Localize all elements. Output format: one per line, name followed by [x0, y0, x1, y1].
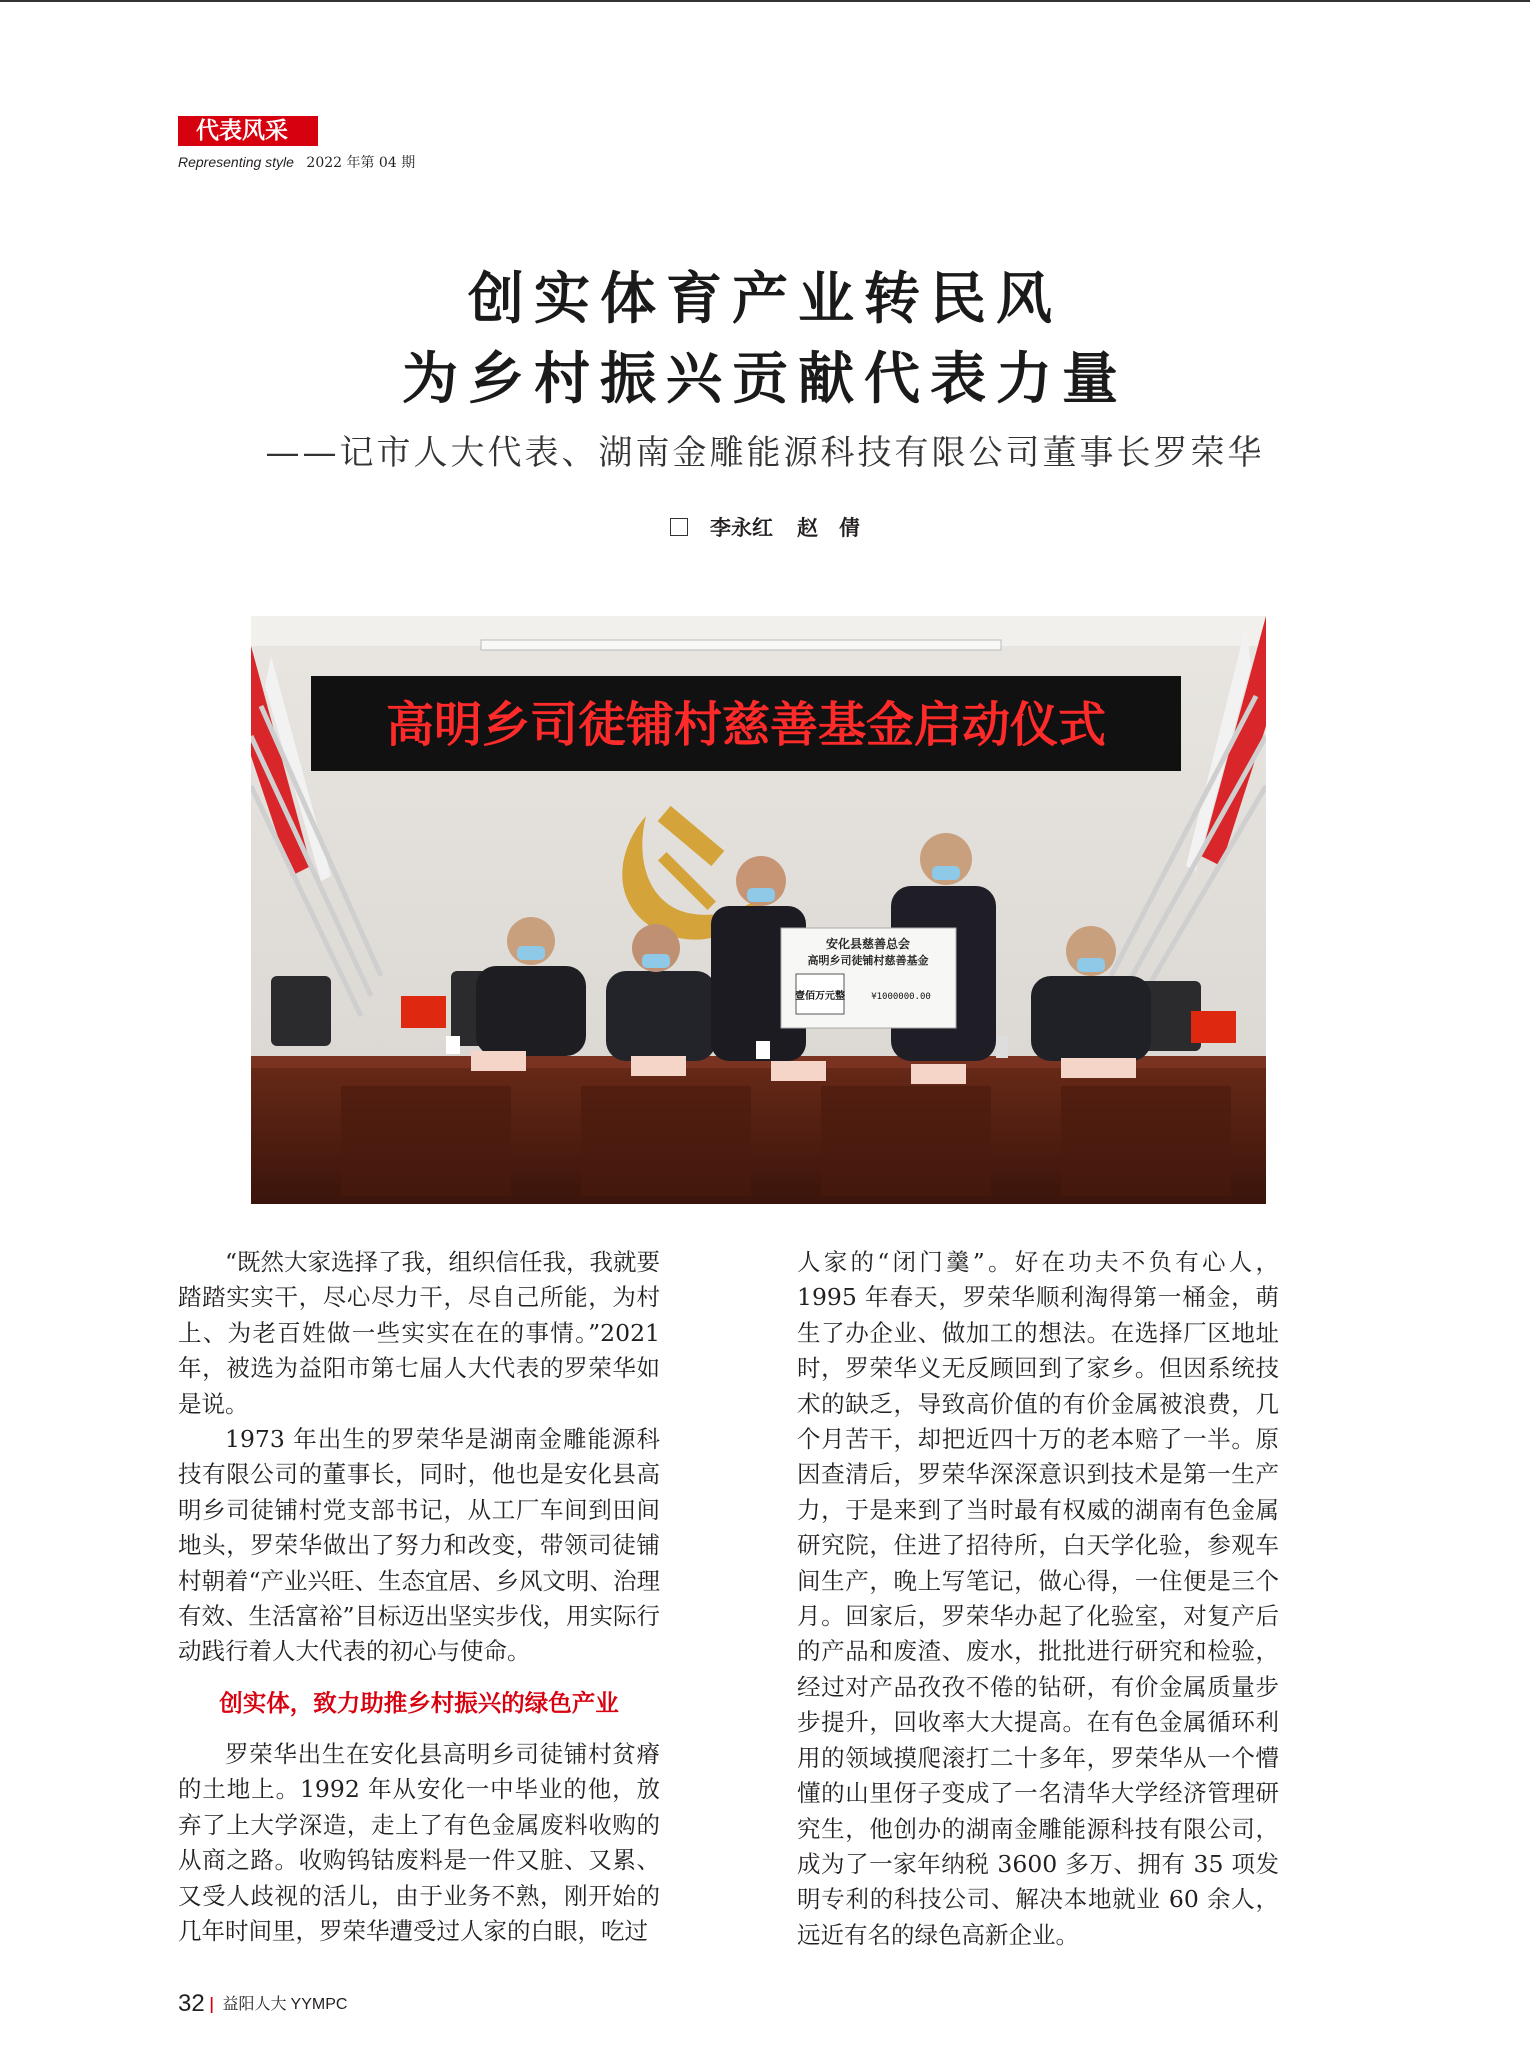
desk-flag-right: [1191, 1011, 1236, 1043]
issue-line: [178, 152, 415, 172]
paragraph: 罗荣华出生在安化县高明乡司徒铺村贫瘠的土地上。1992 年从安化一中毕业的他，放弃了上大学深造，走上了有色金属废料收购的从商之路。收购钨钴废料是一件又脏、又累、又受人歧视的活儿，由于业务不熟，刚开始的几年时间里，罗荣华遭受过人家的白眼，吃过: [178, 1739, 660, 1945]
issue-number: 2022 年第 04 期: [306, 155, 416, 171]
column-left: [178, 1245, 660, 1949]
paragraph: “既然大家选择了我，组织信任我，我就要踏踏实实干，尽心尽力干，尽自己所能，为村上、为老百姓做一些实实在在的事情。”2021 年，被选为益阳市第七届人大代表的罗荣华如是说。: [178, 1248, 661, 1418]
column-right: [797, 1245, 1279, 1953]
author-1: 李永红: [710, 516, 773, 540]
author-2: 赵 倩: [797, 516, 860, 540]
section-tag: 代表风采: [178, 116, 318, 146]
article-subtitle: ——记市人大代表、湖南金雕能源科技有限公司董事长罗荣华: [265, 433, 1265, 473]
board-amount: 壹佰万元整: [795, 991, 845, 1002]
board-number: ¥1000000.00: [871, 992, 931, 1002]
magazine-name: 益阳人大: [222, 1994, 287, 2013]
article-title-line-2: 为乡村振兴贡献代表力量: [402, 346, 1128, 412]
board-line-1: 安化县慈善总会: [825, 937, 911, 951]
magazine-abbr: YYMPC: [290, 1996, 348, 2013]
board-line-2: 高明乡司徒铺村慈善基金: [807, 954, 929, 967]
desk-flag-left: [401, 996, 446, 1028]
footer-divider: |: [208, 1994, 215, 2013]
byline-box-icon: [670, 518, 688, 536]
page-number: 32: [178, 1990, 205, 2017]
top-rule: [0, 0, 1530, 2]
footer: [178, 1990, 347, 2018]
paragraph: 人家的“闭门羹”。好在功夫不负有心人，1995 年春天，罗荣华顺利淘得第一桶金，萌生了办企业、做加工的想法。在选择厂区地址时，罗荣华义无反顾回到了家乡。但因系统技术的缺乏，导致高价值的有价金属被浪费，几个月苦干，却把近四十万的老本赔了一半。原因查清后，罗荣华深深意识到技术是第一生产力，于是来到了当时最有权威的湖南有色金属研究院，住进了招待所，白天学化验，参观车间生产，晚上写笔记，做心得，一住便是三个月。回家后，罗荣华办起了化验室，对复产后的产品和废渣、废水，批批进行研究和检验，经过对产品孜孜不倦的钻研，有价金属质量步步提升，回收率大大提高。在有色金属循环利用的领域摸爬滚打二十多年，罗荣华从一个懵懂的山里伢子变成了一名清华大学经济管理研究生，他创办的湖南金雕能源科技有限公司，成为了一家年纳税 3600 多万、拥有 35 项发明专利的科技公司、解决本地就业 60 余人，远近有名的绿色高新企业。: [797, 1248, 1279, 1949]
donation-board: [781, 928, 956, 1028]
section-english: Representing style: [178, 154, 294, 170]
article-photo: [251, 616, 1266, 1204]
byline: [0, 512, 1530, 542]
led-banner-text: 高明乡司徒铺村慈善基金启动仪式: [385, 697, 1107, 753]
paragraph: 1973 年出生的罗荣华是湖南金雕能源科技有限公司的董事长，同时，他也是安化县高明乡司徒铺村党支部书记，从工厂车间到田间地头，罗荣华做出了努力和改变，带领司徒铺村朝着“产业兴旺、生态宜居、乡风文明、治理有效、生活富裕”目标迈出坚实步伐，用实际行动践行着人大代表的初心与使命。: [178, 1425, 661, 1666]
article-title-line-1: 创实体育产业转民风: [468, 266, 1062, 332]
section-heading: 创实体，致力助推乡村振兴的绿色产业: [219, 1688, 619, 1717]
